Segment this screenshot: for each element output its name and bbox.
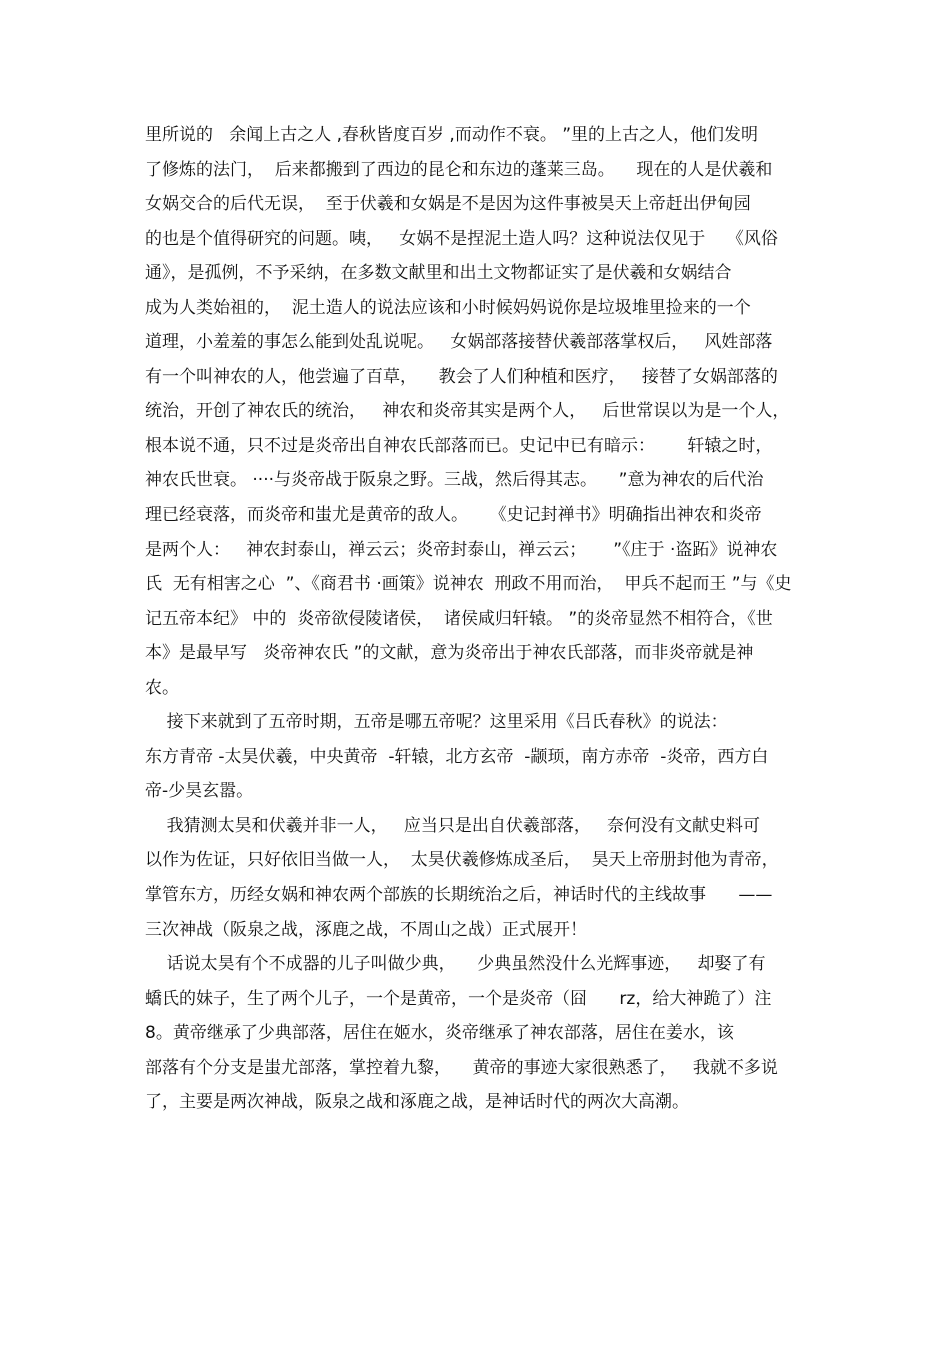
- text-line: 本》是最早写 炎帝神农氏 ”的文献，意为炎帝出于神农氏部落，而非炎帝就是神: [145, 643, 754, 664]
- text-line: 以作为佐证，只好依旧当做一人， 太昊伏羲修炼成圣后， 昊天上帝册封他为青帝，: [145, 850, 779, 871]
- text-line: 8。黄帝继承了少典部落，居住在姬水，炎帝继承了神农部落，居住在姜水，该: [145, 1023, 734, 1044]
- body-text: [145, 118, 810, 1120]
- text-line: 掌管东方，历经女娲和神农两个部族的长期统治之后，神话时代的主线故事 ——: [145, 885, 773, 906]
- text-line: 接下来就到了五帝时期，五帝是哪五帝呢？这里采用《吕氏春秋》的说法：: [145, 712, 728, 733]
- text-line: 通》，是孤例，不予采纳，在多数文献里和出土文物都证实了是伏羲和女娲结合: [145, 263, 732, 284]
- text-line: 女娲交合的后代无误， 至于伏羲和女娲是不是因为这件事被昊天上帝赶出伊甸园: [145, 194, 751, 215]
- text-line: 记五帝本纪》 中的 炎帝欲侵陵诸侯， 诸侯咸归轩辕。 ”的炎帝显然不相符合，《世: [145, 608, 773, 629]
- text-line: 里所说的 余闻上古之人 ,春秋皆度百岁 ,而动作不衰。 ”里的上古之人，他们发明: [145, 125, 759, 145]
- text-line: 根本说不通，只不过是炎帝出自神农氏部落而已。史记中已有暗示： 轩辕之时，: [145, 435, 773, 456]
- text-line: 道理，小羞羞的事怎么能到处乱说呢。 女娲部落接替伏羲部落掌权后， 风姓部落: [145, 332, 773, 353]
- text-line: 我猜测太昊和伏羲并非一人， 应当只是出自伏羲部落， 奈何没有文献史料可: [145, 815, 761, 836]
- text-line: 帝-少昊玄嚣。: [145, 781, 254, 802]
- text-line: 三次神战（阪泉之战，涿鹿之战，不周山之战）正式展开！: [145, 919, 587, 940]
- text-line: 东方青帝 -太昊伏羲，中央黄帝 -轩辕，北方玄帝 -颛顼，南方赤帝 -炎帝，西方白: [145, 746, 769, 767]
- text-line: 有一个叫神农的人，他尝遍了百草， 教会了人们种植和医疗， 接替了女娲部落的: [145, 366, 778, 387]
- text-line: 神农氏世衰。 ····与炎帝战于阪泉之野。三战，然后得其志。 ”意为神农的后代治: [145, 470, 764, 491]
- text-line: 部落有个分支是蚩尤部落，掌控着九黎， 黄帝的事迹大家很熟悉了， 我就不多说: [145, 1057, 778, 1078]
- text-line: 了，主要是两次神战，阪泉之战和涿鹿之战，是神话时代的两次大高潮。: [145, 1092, 689, 1113]
- text-line: 理已经衰落，而炎帝和蚩尤是黄帝的敌人。 《史记封禅书》明确指出神农和炎帝: [145, 505, 762, 526]
- text-line: 了修炼的法门， 后来都搬到了西边的昆仑和东边的蓬莱三岛。 现在的人是伏羲和: [145, 159, 773, 180]
- text-line: 话说太昊有个不成器的儿子叫做少典， 少典虽然没什么光辉事迹， 却娶了有: [145, 954, 766, 975]
- text-line: 成为人类始祖的， 泥土造人的说法应该和小时候妈妈说你是垃圾堆里捡来的一个: [145, 297, 751, 318]
- text-line: 的也是个值得研究的问题。咦， 女娲不是捏泥土造人吗？这种说法仅见于 《风俗: [145, 228, 778, 249]
- text-line: 是两个人： 神农封泰山，禅云云；炎帝封泰山，禅云云； ”《庄于 ·盗跖》说神农: [145, 539, 778, 560]
- text-line: 农。: [145, 677, 179, 698]
- text-line: 蟜氏的妹子，生了两个儿子，一个是黄帝，一个是炎帝（囧 rz，给大神跪了）注: [145, 988, 772, 1009]
- text-line: 统治，开创了神农氏的统治， 神农和炎帝其实是两个人， 后世常误以为是一个人，: [145, 401, 790, 422]
- text-line: 氏 无有相害之心 ”、《商君书 ·画策》说神农 刑政不用而治， 甲兵不起而王 ”与《史: [145, 574, 792, 595]
